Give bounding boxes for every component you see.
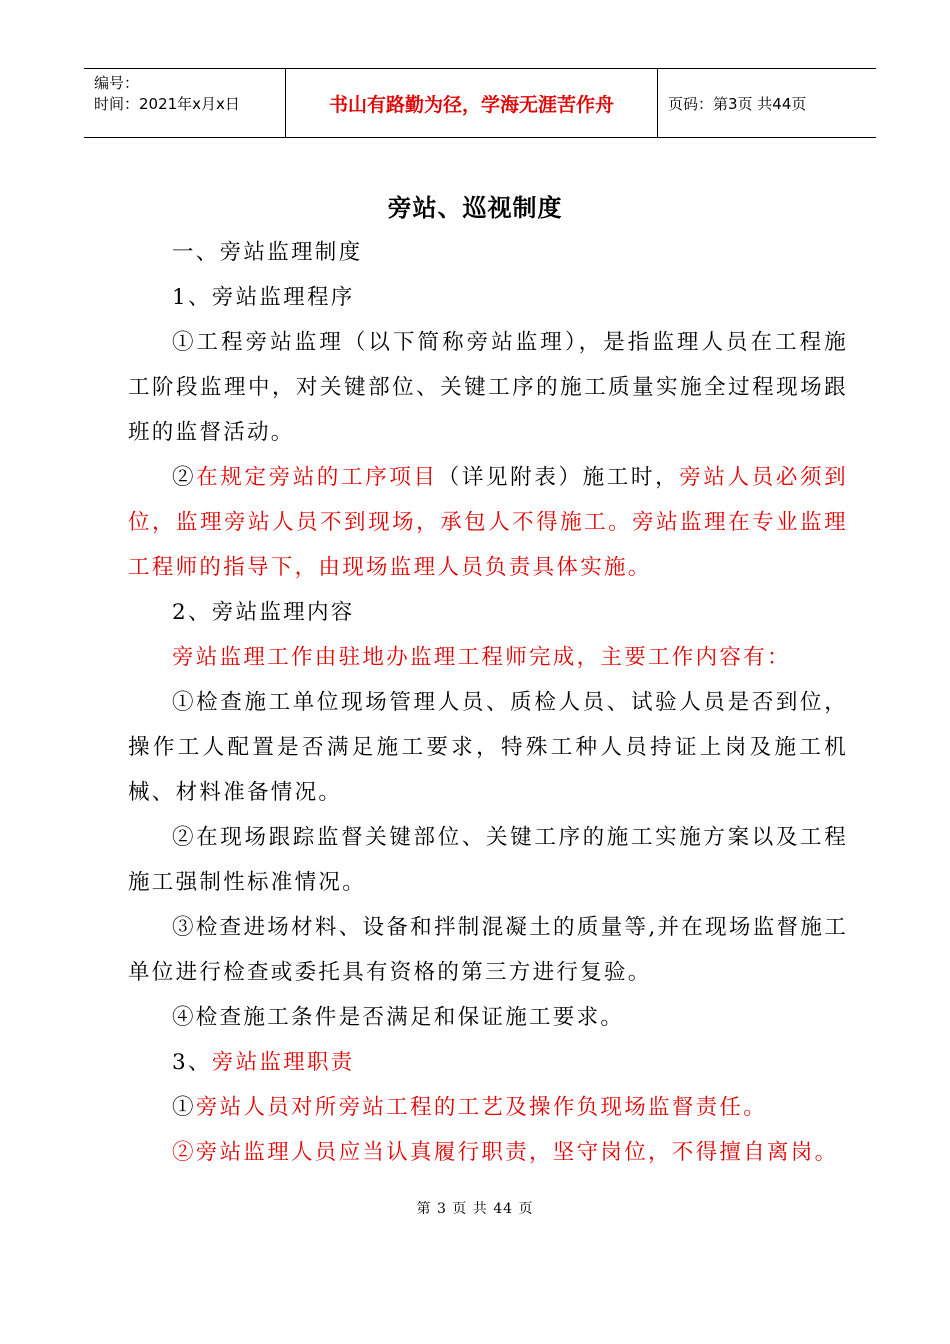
paragraph-text: （详见附表）施工时，: [437, 465, 680, 490]
highlighted-text: 旁站监理职责: [211, 1050, 355, 1075]
paragraph: [128, 455, 848, 590]
header-page-info: 页码：第3页 共44页: [668, 94, 807, 113]
subsection-heading: [128, 1040, 848, 1085]
highlighted-paragraph: 旁站监理工作由驻地办监理工程师完成，主要工作内容有：: [172, 645, 791, 670]
page-footer: 第 3 页 共 44 页: [416, 1201, 534, 1217]
highlighted-text: 在规定旁站的工序项目: [196, 465, 438, 490]
highlighted-paragraph: ②旁站监理人员应当认真履行职责，坚守岗位，不得擅自离岗。: [172, 1140, 839, 1165]
document-time-label: 时间：2021年x月x日: [94, 95, 240, 113]
paragraph-marker: ②: [172, 465, 197, 490]
paragraph: [128, 1085, 848, 1130]
paragraph: ①检查施工单位现场管理人员、质检人员、试验人员是否到位，操作工人配置是否满足施工要求，特殊工种人员持证上岗及施工机械、材料准备情况。: [128, 690, 848, 805]
paragraph: ④检查施工条件是否满足和保证施工要求。: [172, 1005, 625, 1030]
subsection-number: 3、: [172, 1050, 212, 1075]
paragraph: ②在现场跟踪监督关键部位、关键工序的施工实施方案以及工程施工强制性标准情况。: [128, 825, 848, 895]
paragraph: ①工程旁站监理（以下简称旁站监理），是指监理人员在工程施工阶段监理中，对关键部位、关键工序的施工质量实施全过程现场跟班的监督活动。: [128, 330, 848, 445]
subsection-heading: 2、旁站监理内容: [172, 600, 355, 625]
header-motto: 书山有路勤为径，学海无涯苦作舟: [286, 69, 658, 137]
paragraph-marker: ①: [172, 1095, 196, 1120]
header-meta: [84, 69, 286, 137]
document-title: 旁站、巡视制度: [387, 193, 563, 222]
highlighted-text: 旁站人员对所旁站工程的工艺及操作负现场监督责任。: [195, 1095, 768, 1120]
section-heading: 一、旁站监理制度: [172, 240, 363, 265]
document-number-label: 编号：: [94, 74, 140, 92]
highlighted-text: 旁站人员必须到位，监理旁站人员不到现场，承包人不得施工。旁站监理在专业监理工程师的指导下，由现场监理人员负责具体实施。: [128, 465, 848, 580]
subsection-heading: 1、旁站监理程序: [172, 285, 355, 310]
document-body: [128, 230, 848, 1175]
page-header: [84, 68, 876, 138]
paragraph: ③检查进场材料、设备和拌制混凝土的质量等,并在现场监督施工单位进行检查或委托具有资格的第三方进行复验。: [128, 915, 848, 985]
